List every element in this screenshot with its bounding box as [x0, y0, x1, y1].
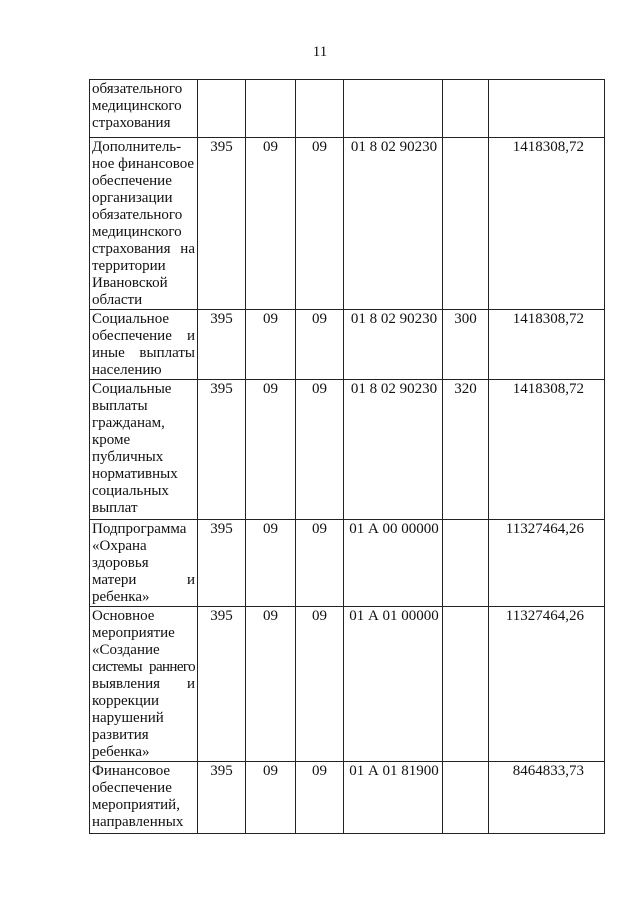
row-name-line: гражданам,	[92, 415, 165, 431]
row-ministry-cell: 395	[198, 762, 246, 834]
row-name-line: страхования на	[92, 241, 195, 257]
row-subsection-cell: 09	[296, 138, 344, 310]
row-csr-cell: 01 8 02 90230	[344, 138, 443, 310]
row-csr-cell: 01 8 02 90230	[344, 380, 443, 520]
row-name-line: страхования	[92, 115, 171, 131]
row-section-cell	[246, 80, 296, 138]
row-name-line: здоровья	[92, 555, 149, 571]
row-name-cell	[90, 520, 198, 607]
row-name-line: Основное	[92, 608, 155, 624]
row-subsection-cell: 09	[296, 607, 344, 762]
row-name-line: Ивановской	[92, 275, 168, 291]
row-name-line: «Создание	[92, 642, 160, 658]
row-name-line: выплат	[92, 500, 138, 516]
row-amount-cell: 11327464,26	[489, 607, 605, 762]
row-name-line: направленных	[92, 814, 184, 830]
table-row	[90, 80, 605, 138]
row-name-cell	[90, 310, 198, 380]
row-name-cell	[90, 380, 198, 520]
row-vr-cell	[443, 520, 489, 607]
row-name-line: ребенка»	[92, 589, 150, 605]
row-ministry-cell: 395	[198, 607, 246, 762]
row-amount-cell: 1418308,72	[489, 310, 605, 380]
row-section-cell: 09	[246, 138, 296, 310]
row-name-line: Дополнитель-	[92, 139, 182, 155]
row-name-line: территории	[92, 258, 166, 274]
row-amount-cell: 1418308,72	[489, 138, 605, 310]
row-subsection-cell: 09	[296, 762, 344, 834]
row-ministry-cell: 395	[198, 380, 246, 520]
row-name-line: нарушений	[92, 710, 164, 726]
row-name-line: ребенка»	[92, 744, 150, 760]
row-name-line: выплаты	[92, 398, 148, 414]
row-amount-cell: 1418308,72	[489, 380, 605, 520]
row-name-cell	[90, 607, 198, 762]
row-name-line: организации	[92, 190, 173, 206]
row-name-line: населению	[92, 362, 162, 378]
row-name-line: обязательного	[92, 207, 183, 223]
table-row	[90, 310, 605, 380]
row-subsection-cell: 09	[296, 520, 344, 607]
row-ministry-cell: 395	[198, 520, 246, 607]
row-ministry-cell: 395	[198, 138, 246, 310]
budget-table	[89, 79, 605, 834]
row-csr-cell	[344, 80, 443, 138]
row-vr-cell	[443, 80, 489, 138]
row-vr-cell: 320	[443, 380, 489, 520]
table-row	[90, 762, 605, 834]
row-name-line: ное финансовое	[92, 156, 195, 172]
row-csr-cell: 01 А 01 00000	[344, 607, 443, 762]
row-vr-cell	[443, 762, 489, 834]
row-vr-cell	[443, 138, 489, 310]
row-name-line: Подпрограмма	[92, 521, 187, 537]
table-body	[90, 80, 605, 834]
page-number: 11	[312, 44, 328, 60]
table-row	[90, 607, 605, 762]
row-name-line: системы раннего	[92, 659, 195, 675]
row-subsection-cell: 09	[296, 310, 344, 380]
row-name-line: выявления и	[92, 676, 195, 692]
row-csr-cell: 01 А 00 00000	[344, 520, 443, 607]
row-csr-cell: 01 А 01 81900	[344, 762, 443, 834]
row-name-cell	[90, 80, 198, 138]
row-ministry-cell: 395	[198, 310, 246, 380]
row-name-line: развития	[92, 727, 149, 743]
table-row	[90, 380, 605, 520]
row-section-cell: 09	[246, 607, 296, 762]
row-vr-cell: 300	[443, 310, 489, 380]
row-name-line: медицинского	[92, 98, 182, 114]
row-name-line: мероприятие	[92, 625, 175, 641]
row-name-line: Социальное	[92, 311, 170, 327]
row-name-line: области	[92, 292, 143, 308]
row-name-line: коррекции	[92, 693, 160, 709]
row-name-line: нормативных	[92, 466, 178, 482]
row-name-line: публичных	[92, 449, 164, 465]
row-name-line: матери и	[92, 572, 195, 588]
row-name-line: Финансовое	[92, 763, 171, 779]
row-name-line: «Охрана	[92, 538, 147, 554]
row-name-cell	[90, 138, 198, 310]
row-name-cell	[90, 762, 198, 834]
row-section-cell: 09	[246, 310, 296, 380]
row-amount-cell: 8464833,73	[489, 762, 605, 834]
row-section-cell: 09	[246, 520, 296, 607]
row-name-line: кроме	[92, 432, 131, 448]
row-name-line: обеспечение	[92, 780, 172, 796]
row-subsection-cell	[296, 80, 344, 138]
row-csr-cell: 01 8 02 90230	[344, 310, 443, 380]
row-vr-cell	[443, 607, 489, 762]
row-ministry-cell	[198, 80, 246, 138]
row-section-cell: 09	[246, 380, 296, 520]
row-amount-cell: 11327464,26	[489, 520, 605, 607]
row-name-line: медицинского	[92, 224, 182, 240]
row-name-line: обеспечение	[92, 173, 172, 189]
row-name-line: Социальные	[92, 381, 172, 397]
row-name-line: обязательного	[92, 81, 183, 97]
row-name-line: социальных	[92, 483, 169, 499]
row-name-line: иные выплаты	[92, 345, 195, 361]
table-row	[90, 138, 605, 310]
row-name-line: обеспечение и	[92, 328, 195, 344]
row-name-line: мероприятий,	[92, 797, 180, 813]
row-subsection-cell: 09	[296, 380, 344, 520]
table-row	[90, 520, 605, 607]
row-section-cell: 09	[246, 762, 296, 834]
row-amount-cell	[489, 80, 605, 138]
